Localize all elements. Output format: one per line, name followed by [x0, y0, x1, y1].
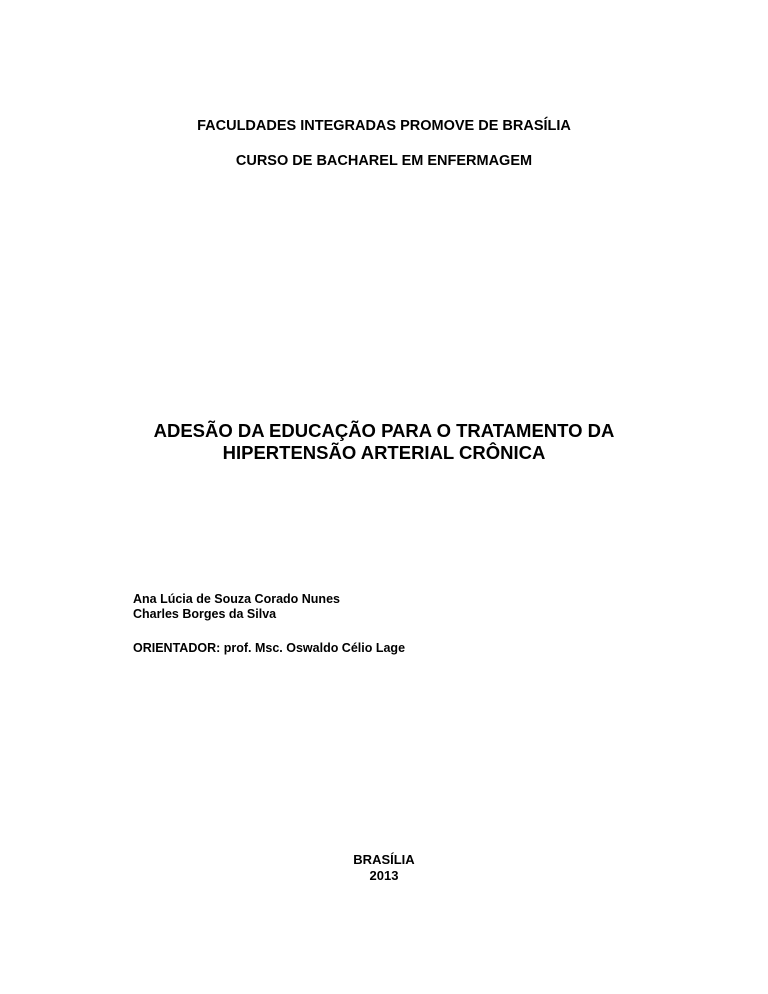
author-name: Ana Lúcia de Souza Corado Nunes: [133, 592, 340, 606]
institution-name: FACULDADES INTEGRADAS PROMOVE DE BRASÍLIA: [197, 118, 571, 134]
city: BRASÍLIA: [353, 852, 415, 867]
advisor-line: ORIENTADOR: prof. Msc. Oswaldo Célio Lage: [133, 641, 406, 655]
thesis-title-line-2: HIPERTENSÃO ARTERIAL CRÔNICA: [222, 442, 546, 463]
author-name: Charles Borges da Silva: [133, 607, 277, 621]
year: 2013: [369, 868, 399, 883]
course-name: CURSO DE BACHAREL EM ENFERMAGEM: [235, 153, 533, 169]
thesis-title-line-1: ADESÃO DA EDUCAÇÃO PARA O TRATAMENTO DA: [153, 420, 615, 441]
